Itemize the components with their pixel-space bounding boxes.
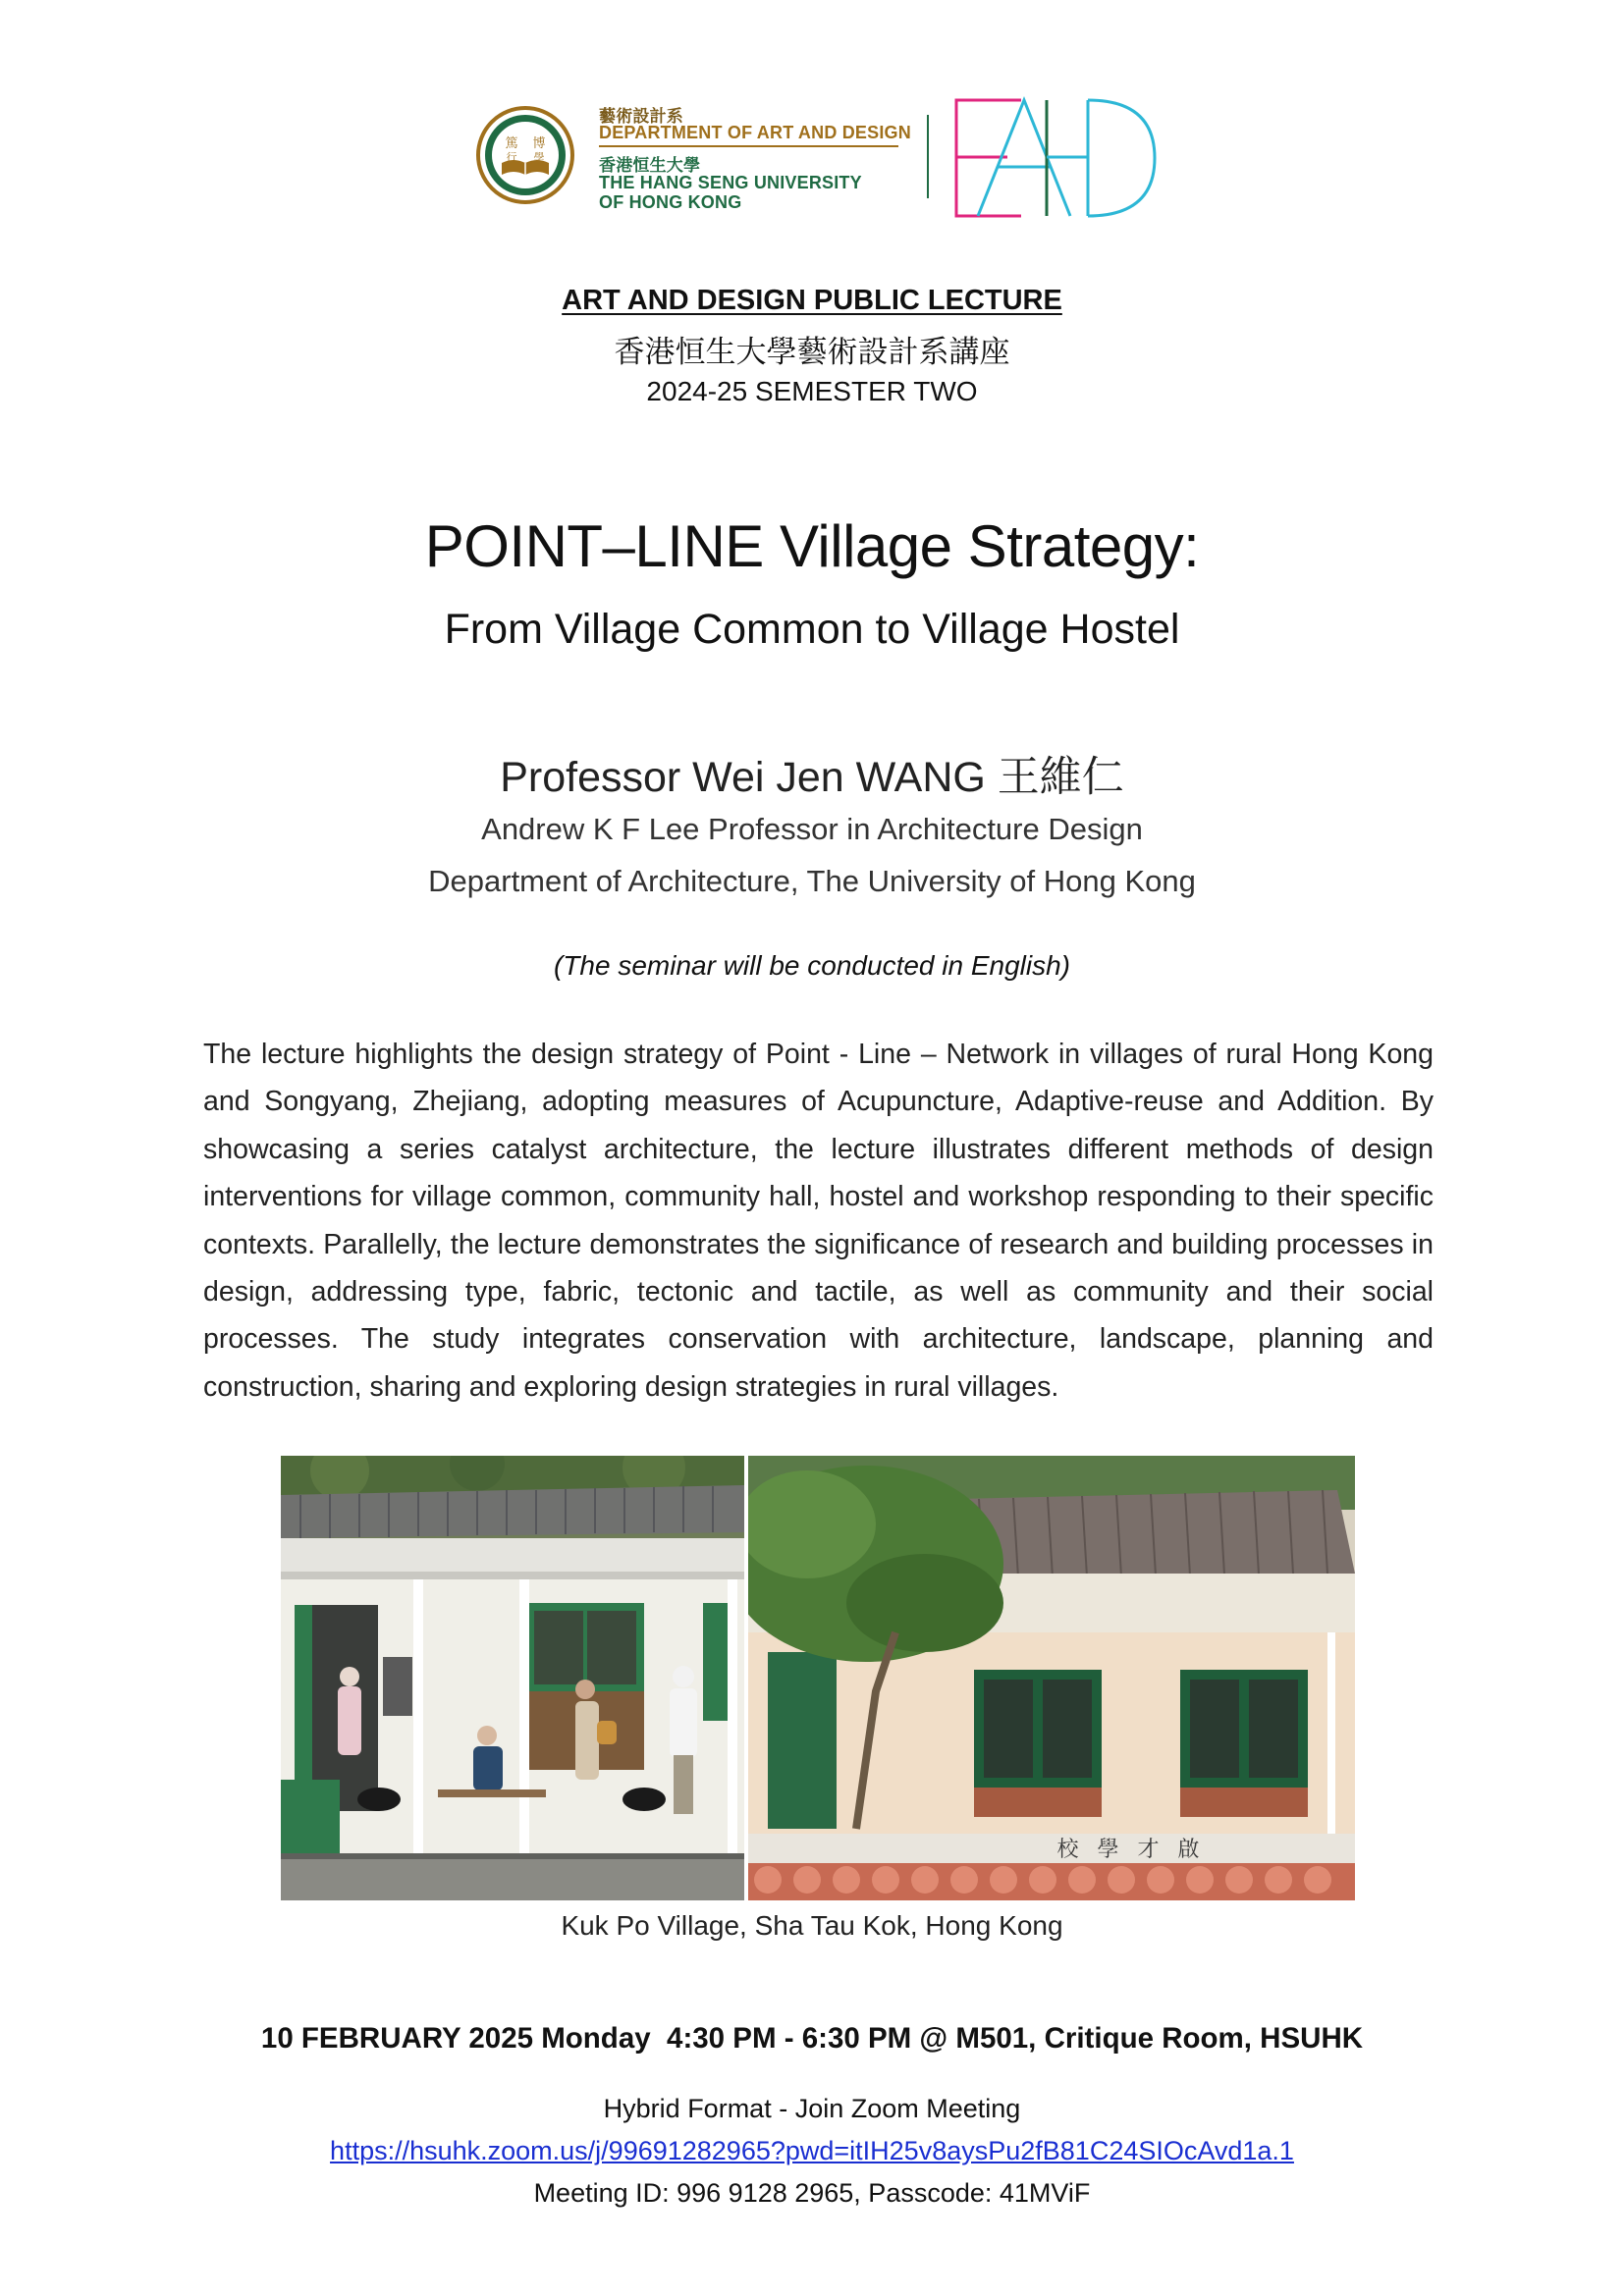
building-sign-text: 校 學 才 啟 bbox=[1056, 1838, 1206, 1862]
zoom-link-line bbox=[0, 2136, 1624, 2166]
zoom-link[interactable]: https://hsuhk.zoom.us/j/99691282965?pwd=itIH25v8aysPu2fB81C24SIOcAvd1a.1 bbox=[330, 2136, 1294, 2165]
lecture-abstract: The lecture highlights the design strategy of Point - Line – Network in villages of rural Hong Kong and Songyang, Zhejiang, adopting measures of Acupuncture, Adaptive-reuse and Addition. By showcasing a series catalyst architecture, the lecture illustrates different methods of design interventions for village common, community hall, hostel and workshop responding to their specific contexts. Parallelly, the lecture demonstrates the significance of research and building processes in design, addressing type, fabric, tectonic and tactile, as well as community and their social processes. The study integrates conservation with architecture, landscape, planning and construction, sharing and exploring design strategies in rural villages. bbox=[203, 1039, 1434, 1403]
village-hostel-photo bbox=[748, 1456, 1355, 1900]
speaker-department: Department of Architecture, The University of Hong Kong bbox=[428, 864, 1196, 898]
university-name-cn: 香港恒生大學 bbox=[599, 156, 701, 175]
seal-char: 學 bbox=[533, 151, 545, 164]
dept-name-cn: 藝術設計系 bbox=[599, 107, 683, 126]
lecture-title: POINT–LINE Village Strategy: bbox=[424, 513, 1200, 579]
event-details: 10 FEBRUARY 2025 Monday 4:30 PM - 6:30 PM @ M501, Critique Room, HSUHK bbox=[260, 2022, 1364, 2055]
language-note: (The seminar will be conducted in English) bbox=[553, 950, 1071, 981]
semester-label: 2024-25 SEMESTER TWO bbox=[646, 376, 978, 406]
ad-monogram-logo bbox=[950, 94, 1162, 222]
hybrid-format-note: Hybrid Format - Join Zoom Meeting bbox=[603, 2094, 1021, 2123]
university-name-en-line2: OF HONG KONG bbox=[599, 192, 742, 212]
logo-rule bbox=[599, 145, 898, 147]
university-seal-logo bbox=[476, 106, 574, 204]
lecture-series-title bbox=[0, 285, 1624, 317]
university-name-en-line1: THE HANG SENG UNIVERSITY bbox=[599, 173, 862, 192]
dept-name-en: DEPARTMENT OF ART AND DESIGN bbox=[599, 123, 911, 142]
lecture-series-title-cn: 香港恒生大學藝術設計系講座 bbox=[614, 335, 1010, 370]
lecture-subtitle: From Village Common to Village Hostel bbox=[444, 606, 1180, 653]
speaker-name: Professor Wei Jen WANG 王維仁 bbox=[500, 754, 1124, 801]
seal-char: 行 bbox=[506, 151, 517, 164]
speaker-role: Andrew K F Lee Professor in Architecture Design bbox=[481, 812, 1143, 846]
logo-divider bbox=[927, 115, 929, 198]
seal-char: 篤 bbox=[505, 136, 518, 151]
seal-char: 博 bbox=[532, 136, 546, 151]
village-common-photo bbox=[281, 1456, 744, 1900]
meeting-credentials: Meeting ID: 996 9128 2965, Passcode: 41MViF bbox=[533, 2178, 1091, 2208]
photo-caption: Kuk Po Village, Sha Tau Kok, Hong Kong bbox=[561, 1910, 1063, 1941]
lecture-series-title-text: ART AND DESIGN PUBLIC LECTURE bbox=[562, 285, 1062, 316]
